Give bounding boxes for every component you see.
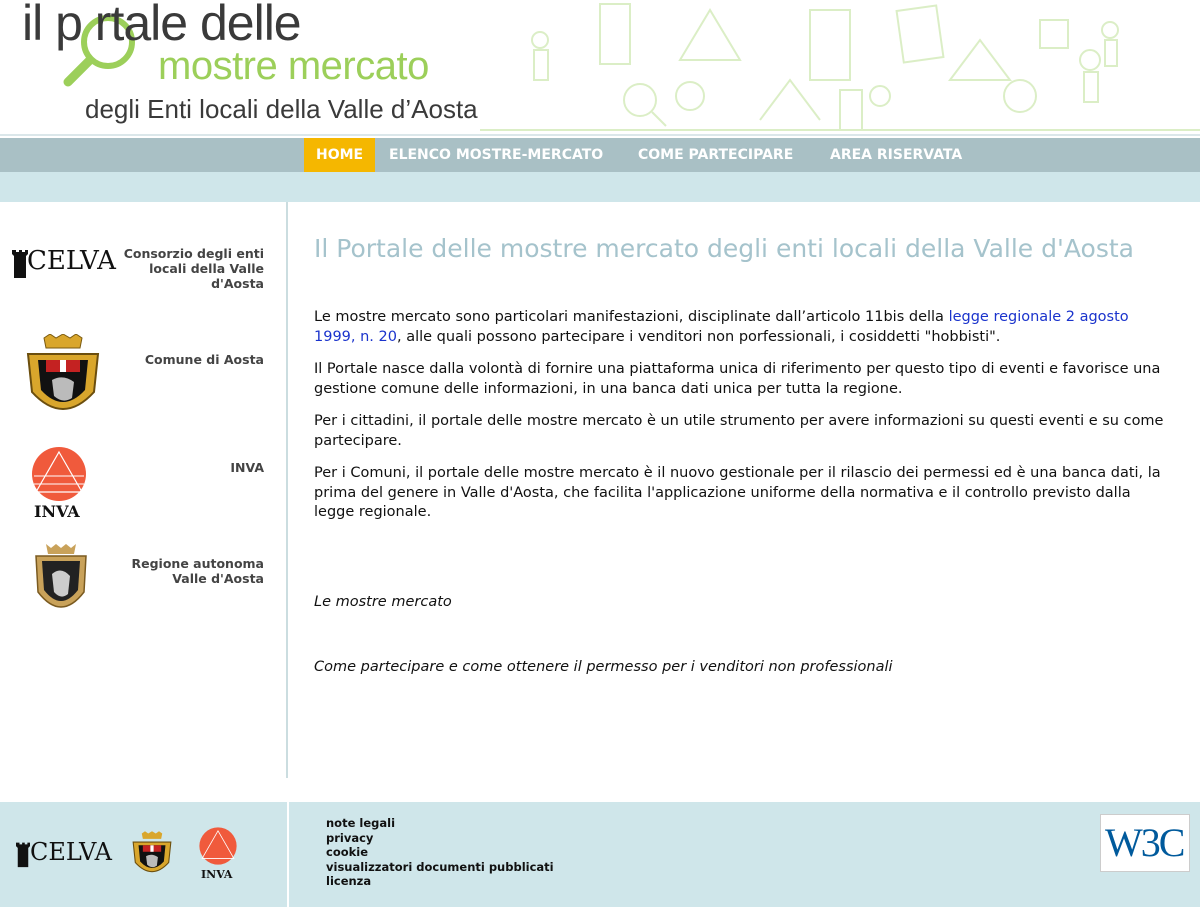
nav-come-partecipare[interactable]: COME PARTECIPARE (638, 147, 794, 163)
footer-link-licenza[interactable]: licenza (326, 874, 372, 888)
site-header (0, 0, 1200, 138)
link-le-mostre-mercato[interactable]: Le mostre mercato (314, 594, 452, 610)
logo-text-line1: il p rtale delle (22, 0, 301, 51)
footer-inva-logo-icon (198, 826, 238, 866)
sponsor-label-regione-vda: Regione autonoma Valle d'Aosta (131, 556, 264, 586)
paragraph-cittadini: Per i cittadini, il portale delle mostre mercato è un utile strumento per avere informazioni su questi eventi e su come partecipare. (314, 413, 1164, 449)
paragraph-intro (314, 308, 1174, 347)
sponsor-label-celva: Consorzio degli enti locali della Valle d'Aosta (123, 246, 264, 291)
sponsor-label-comune-aosta: Comune di Aosta (144, 352, 264, 367)
celva-logo-text: CELVA (27, 246, 116, 276)
sidebar (0, 202, 288, 778)
w3c-logo-text: W3C (1105, 820, 1184, 865)
paragraph-intro-after: , alle quali possono partecipare i venditori non porfessionali, i cosiddetti "hobbisti". (396, 328, 1001, 345)
footer-divider (287, 802, 289, 907)
sponsor-inva[interactable] (0, 444, 286, 524)
footer-link-visualizzatori[interactable]: visualizzatori documenti pubblicati (326, 859, 554, 874)
main-navigation (0, 138, 1200, 172)
footer-inva-logo-text: INVA (201, 868, 233, 881)
aosta-coat-of-arms-icon (24, 334, 102, 422)
page-title: Il Portale delle mostre mercato degli enti locali della Valle d'Aosta (314, 234, 1134, 263)
paragraph-intro-before: Le mostre mercato sono particolari manifestazioni, disciplinate dall’articolo 11bis della (314, 309, 949, 325)
w3c-badge[interactable] (1100, 814, 1190, 872)
logo-text-line2: mostre mercato (158, 44, 429, 88)
sponsor-comune-aosta[interactable] (0, 334, 286, 424)
site-footer (0, 802, 1200, 907)
paragraph-comuni: Per i Comuni, il portale delle mostre mercato è il nuovo gestionale per il rilascio dei permessi ed è una banca dati, la prima del genere in Valle d'Aosta, che facilita l'applicazione uniforme della normativa e il controllo previsto dalla legge regionale. (314, 465, 1161, 520)
main-content (314, 232, 1174, 675)
logo-text-line3: degli Enti locali della Valle d’Aosta (85, 94, 478, 124)
inva-logo-text: INVA (34, 502, 80, 521)
footer-links (326, 816, 554, 889)
regione-coat-of-arms-icon (34, 542, 88, 616)
footer-celva-logo: CELVA (30, 838, 113, 866)
sponsor-celva[interactable] (0, 246, 286, 306)
footer-celva-tower-icon (16, 840, 30, 868)
link-come-partecipare-permesso[interactable]: Come partecipare e come ottenere il permesso per i venditori non professionali (314, 659, 893, 675)
inva-logo-icon (30, 446, 88, 502)
paragraph-portale: Il Portale nasce dalla volontà di fornire una piattaforma unica di riferimento per questo tipo di eventi e favorisce una gestione comune delle informazioni, in una banca dati unica per tutta la regione. (314, 361, 1161, 397)
sub-navigation-bar (0, 172, 1200, 202)
footer-link-privacy[interactable]: privacy (326, 830, 374, 845)
title-spacer (314, 266, 1174, 300)
footer-aosta-coat-of-arms-icon (131, 830, 173, 880)
sponsor-label-inva: INVA (230, 460, 264, 475)
header-decoration (480, 0, 1200, 136)
sponsor-regione-vda[interactable] (0, 542, 286, 622)
footer-link-cookie[interactable]: cookie (326, 845, 369, 859)
celva-tower-icon (12, 248, 28, 278)
legge-regionale-link[interactable]: legge regionale 2 agosto 1999, n. 20 (314, 309, 1129, 345)
header-divider (0, 134, 1200, 136)
nav-area-riservata[interactable]: AREA RISERVATA (830, 147, 963, 163)
footer-link-note-legali[interactable]: note legali (326, 816, 396, 830)
nav-home[interactable]: HOME (304, 138, 375, 172)
nav-elenco-mostre-mercato[interactable]: ELENCO MOSTRE-MERCATO (389, 147, 604, 163)
